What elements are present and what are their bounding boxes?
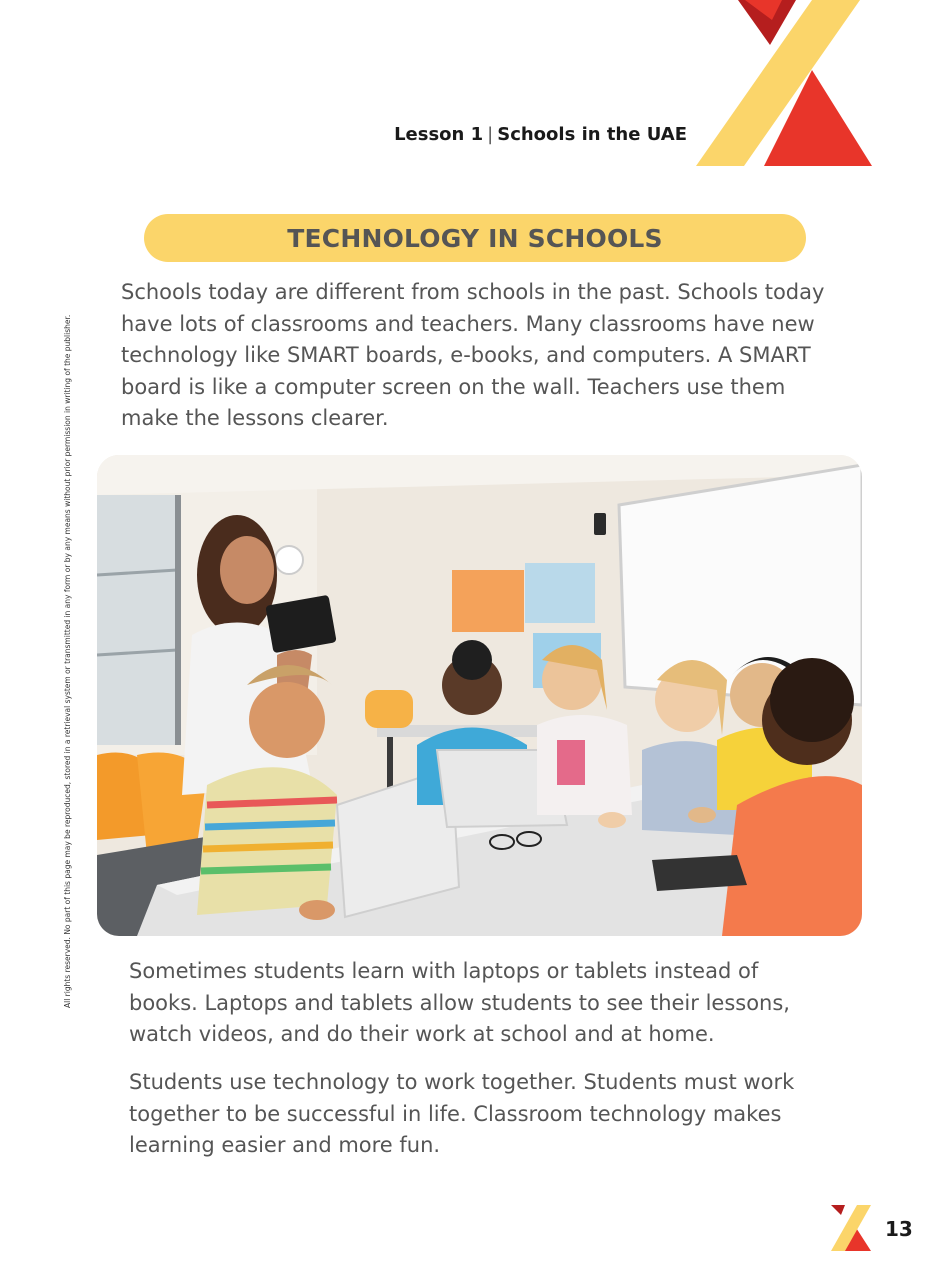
section-title-banner <box>144 214 806 262</box>
intro-paragraph: Schools today are different from schools in the past. Schools today have lots of classrooms and teachers. Many classrooms have new technology like SMART boards, e-books, and computers. A SMART board is like a computer screen on the wall. Teachers use them make the lessons clearer. <box>121 280 825 431</box>
lesson-header <box>394 124 687 145</box>
brand-logo-icon <box>829 1205 873 1251</box>
lesson-label: Lesson 1 <box>394 124 484 145</box>
classroom-photo <box>97 455 862 936</box>
page-number: 13 <box>885 1217 913 1241</box>
devices-paragraph: Sometimes students learn with laptops or tablets instead of books. Laptops and tablets allow students to see their lessons, watch videos, and do their work at school and at home. <box>129 959 790 1047</box>
lesson-topic: Schools in the UAE <box>497 124 687 145</box>
section-title: TECHNOLOGY IN SCHOOLS <box>287 223 663 253</box>
header-separator: | <box>487 124 494 145</box>
copyright-notice: All rights reserved. No part of this page may be reproduced, stored in a retrieval system or transmitted in any form or by any means without prior permission in writing of the publisher. <box>63 314 72 1008</box>
corner-decoration <box>0 0 945 180</box>
teamwork-paragraph: Students use technology to work together. Students must work together to be successful in life. Classroom technology makes learning easier and more fun. <box>129 1070 795 1158</box>
